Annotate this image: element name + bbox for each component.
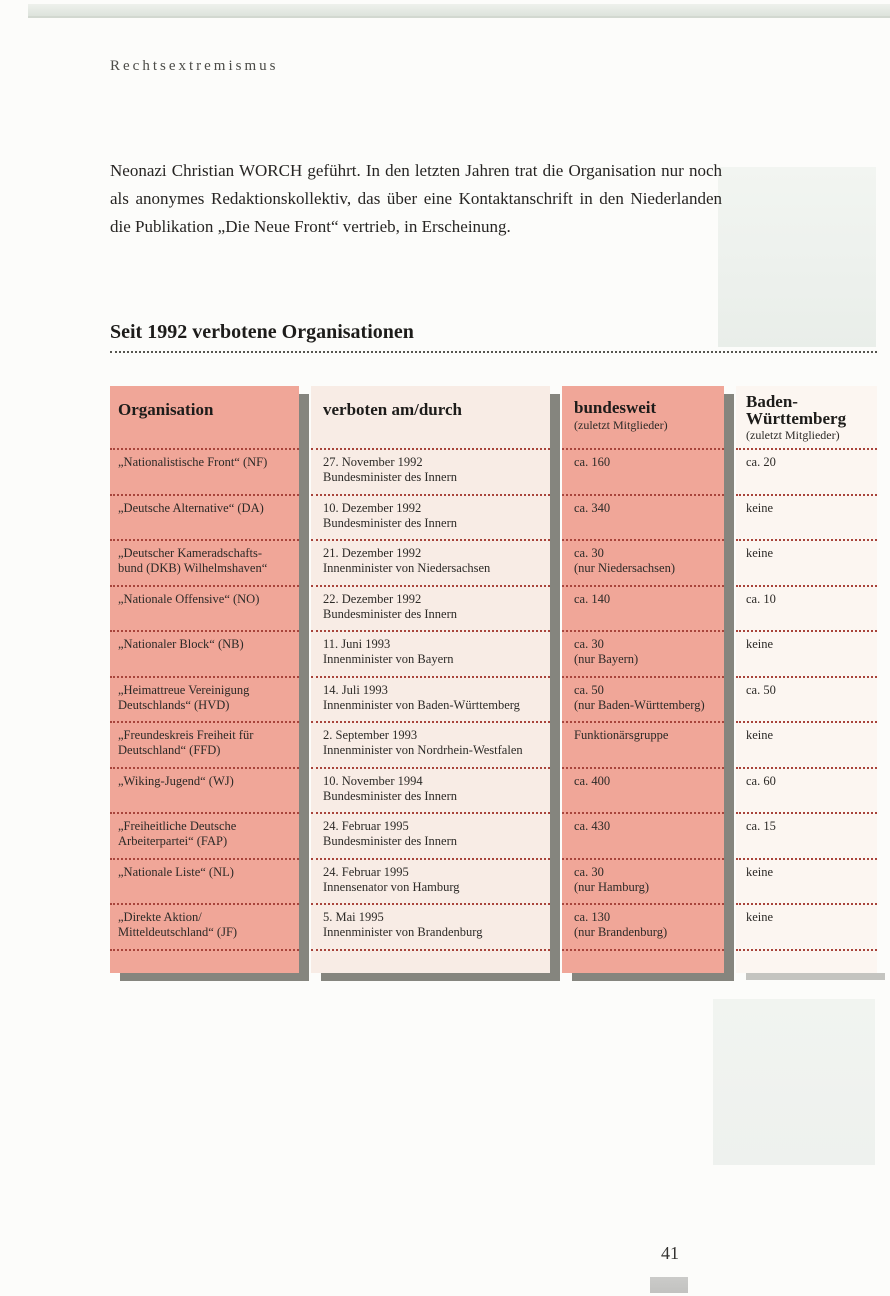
cell-line: Innenminister von Niedersachsen bbox=[323, 561, 491, 575]
table-cell-organisation bbox=[110, 769, 299, 815]
cell-line: Innenminister von Baden-Württemberg bbox=[323, 697, 520, 712]
cell-line: ca. 20 bbox=[746, 455, 776, 469]
table-cell-organisation bbox=[110, 450, 299, 496]
cell-line: „Freiheitliche Deutsche bbox=[118, 819, 237, 833]
column-header-organisation bbox=[110, 386, 299, 450]
table-cell-bundesweit bbox=[562, 541, 724, 587]
cell-line: „Heimattreue Vereinigung bbox=[118, 682, 250, 697]
table-cell-organisation bbox=[110, 723, 299, 769]
running-header: Rechtsextremismus bbox=[110, 58, 279, 74]
table-cell-organisation bbox=[110, 860, 299, 906]
table-cell-baden_wuerttemberg bbox=[736, 678, 877, 724]
column-title-line2: Württemberg bbox=[746, 409, 847, 428]
cell-line: ca. 430 bbox=[574, 819, 611, 833]
cell-line: keine bbox=[746, 910, 774, 924]
column-title: Organisation bbox=[118, 400, 214, 419]
table-cell-baden_wuerttemberg bbox=[736, 541, 877, 587]
footer-scan-mark bbox=[650, 1277, 688, 1293]
table-cell-organisation bbox=[110, 678, 299, 724]
cell-line: 24. Februar 1995 bbox=[323, 819, 409, 833]
cell-line: keine bbox=[746, 728, 774, 742]
cell-line: „Nationale Liste“ (NL) bbox=[118, 864, 234, 879]
cell-line: Deutschlands“ (HVD) bbox=[118, 697, 230, 712]
cell-line: Bundesminister des Innern bbox=[323, 606, 458, 621]
bleedthrough-block-top bbox=[718, 167, 876, 347]
cell-line: ca. 400 bbox=[574, 773, 611, 788]
cell-line: Funktionärsgruppe bbox=[574, 728, 669, 742]
table-cell-baden_wuerttemberg bbox=[736, 860, 877, 906]
column-bundesweit bbox=[562, 386, 724, 973]
cell-line: bund (DKB) Wilhelmshaven“ bbox=[118, 561, 268, 575]
cell-line: ca. 140 bbox=[574, 591, 611, 606]
column-subtitle: (zuletzt Mitglieder) bbox=[746, 428, 840, 442]
table-cell-verboten bbox=[311, 541, 550, 587]
table-cell-verboten bbox=[311, 496, 550, 542]
table-cell-verboten bbox=[311, 450, 550, 496]
table-cell-organisation bbox=[110, 496, 299, 542]
cell-line: „Nationalistische Front“ (NF) bbox=[118, 455, 268, 469]
cell-line: Innensenator von Hamburg bbox=[323, 879, 460, 894]
table-cell-baden_wuerttemberg bbox=[736, 632, 877, 678]
cell-line: Bundesminister des Innern bbox=[323, 788, 458, 803]
cell-line: (nur Hamburg) bbox=[574, 879, 650, 894]
section-heading: Seit 1992 verbotene Organisationen bbox=[110, 321, 414, 343]
cell-line: Bundesminister des Innern bbox=[323, 834, 458, 848]
cell-line: „Wiking-Jugend“ (WJ) bbox=[118, 773, 234, 788]
cell-line: keine bbox=[746, 637, 774, 651]
table-cell-baden_wuerttemberg bbox=[736, 496, 877, 542]
cell-line: „Nationaler Block“ (NB) bbox=[118, 637, 244, 651]
cell-line: ca. 30 bbox=[574, 864, 604, 879]
section-heading-dotted-rule bbox=[110, 351, 877, 353]
cell-line: (nur Bayern) bbox=[574, 652, 639, 666]
cell-line: ca. 10 bbox=[746, 591, 776, 606]
column-title: verboten am/durch bbox=[323, 400, 462, 419]
table-cell-verboten bbox=[311, 678, 550, 724]
cell-line: keine bbox=[746, 864, 774, 879]
scan-top-band bbox=[28, 4, 890, 18]
cell-line: keine bbox=[746, 500, 774, 515]
cell-line: „Nationale Offensive“ (NO) bbox=[118, 591, 260, 606]
cell-line: ca. 160 bbox=[574, 455, 611, 469]
cell-line: 14. Juli 1993 bbox=[323, 682, 388, 697]
table-cell-organisation bbox=[110, 905, 299, 951]
cell-line: Arbeiterpartei“ (FAP) bbox=[118, 834, 228, 848]
table-cell-organisation bbox=[110, 541, 299, 587]
table-cell-verboten bbox=[311, 587, 550, 633]
table-cell-bundesweit bbox=[562, 678, 724, 724]
page-number: 41 bbox=[661, 1243, 679, 1263]
table-cell-bundesweit bbox=[562, 632, 724, 678]
cell-line: ca. 15 bbox=[746, 819, 776, 833]
table-cell-organisation bbox=[110, 587, 299, 633]
column-header-baden-wuerttemberg bbox=[736, 386, 877, 450]
table-cell-baden_wuerttemberg bbox=[736, 587, 877, 633]
cell-line: 2. September 1993 bbox=[323, 728, 418, 742]
cell-line: ca. 50 bbox=[746, 682, 776, 697]
table-cell-bundesweit bbox=[562, 860, 724, 906]
cell-line: ca. 340 bbox=[574, 500, 611, 515]
intro-paragraph: Neonazi Christian WORCH geführt. In den letzten Jahren trat die Organisation nur noch als anonymes Redaktionskollektiv, das über eine Kontaktanschrift in den Niederlanden die Publikation „Die Neue Front“ vertrieb, in Erscheinung. bbox=[110, 161, 722, 236]
table-cell-verboten bbox=[311, 905, 550, 951]
cell-line: (nur Brandenburg) bbox=[574, 925, 668, 939]
cell-line: ca. 50 bbox=[574, 682, 604, 697]
column-title: bundesweit bbox=[574, 398, 657, 417]
table-cell-bundesweit bbox=[562, 723, 724, 769]
column-baden-wuerttemberg bbox=[736, 386, 877, 973]
table-cell-bundesweit bbox=[562, 450, 724, 496]
cell-line: 27. November 1992 bbox=[323, 455, 423, 469]
table-cell-verboten bbox=[311, 860, 550, 906]
table-cell-baden_wuerttemberg bbox=[736, 814, 877, 860]
cell-line: Innenminister von Brandenburg bbox=[323, 925, 483, 939]
cell-line: Mitteldeutschland“ (JF) bbox=[118, 925, 238, 939]
table-cell-organisation bbox=[110, 632, 299, 678]
cell-line: Innenminister von Nordrhein-Westfalen bbox=[323, 743, 523, 757]
cell-line: (nur Niedersachsen) bbox=[574, 561, 675, 575]
table-cell-bundesweit bbox=[562, 587, 724, 633]
cell-line: ca. 60 bbox=[746, 773, 776, 788]
cell-line: 10. Dezember 1992 bbox=[323, 500, 422, 515]
cell-line: „Deutscher Kameradschafts- bbox=[118, 546, 263, 560]
column-subtitle: (zuletzt Mitglieder) bbox=[574, 418, 668, 432]
cell-line: Bundesminister des Innern bbox=[323, 470, 458, 484]
table-cell-verboten bbox=[311, 632, 550, 678]
bleedthrough-block-bottom bbox=[713, 999, 875, 1165]
cell-line: 10. November 1994 bbox=[323, 773, 423, 788]
cell-line: „Direkte Aktion/ bbox=[118, 910, 202, 924]
cell-line: ca. 30 bbox=[574, 546, 604, 560]
table-cell-bundesweit bbox=[562, 769, 724, 815]
cell-line: keine bbox=[746, 546, 774, 560]
cell-line: Innenminister von Bayern bbox=[323, 652, 454, 666]
cell-line: ca. 130 bbox=[574, 910, 611, 924]
table-cell-baden_wuerttemberg bbox=[736, 769, 877, 815]
cell-line: 22. Dezember 1992 bbox=[323, 591, 422, 606]
cell-line: ca. 30 bbox=[574, 637, 604, 651]
cell-line: (nur Baden-Württemberg) bbox=[574, 697, 705, 712]
table-cell-verboten bbox=[311, 723, 550, 769]
table-cell-verboten bbox=[311, 769, 550, 815]
table-cell-baden_wuerttemberg bbox=[736, 450, 877, 496]
cell-line: 24. Februar 1995 bbox=[323, 864, 409, 879]
column-organisation bbox=[110, 386, 299, 973]
cell-line: „Deutsche Alternative“ (DA) bbox=[118, 500, 264, 515]
cell-line: „Freundeskreis Freiheit für bbox=[118, 728, 254, 742]
column-header-verboten bbox=[311, 386, 550, 450]
cell-line: 5. Mai 1995 bbox=[323, 910, 384, 924]
table-cell-bundesweit bbox=[562, 496, 724, 542]
column-title-line1: Baden- bbox=[746, 392, 798, 411]
table-cell-bundesweit bbox=[562, 814, 724, 860]
table-cell-verboten bbox=[311, 814, 550, 860]
cell-line: 21. Dezember 1992 bbox=[323, 546, 422, 560]
column-verboten-am-durch bbox=[311, 386, 550, 973]
table-cell-baden_wuerttemberg bbox=[736, 905, 877, 951]
cell-line: 11. Juni 1993 bbox=[323, 637, 391, 651]
cell-line: Bundesminister des Innern bbox=[323, 515, 458, 530]
table-cell-baden_wuerttemberg bbox=[736, 723, 877, 769]
table-cell-bundesweit bbox=[562, 905, 724, 951]
table-cell-organisation bbox=[110, 814, 299, 860]
cell-line: Deutschland“ (FFD) bbox=[118, 743, 221, 757]
column-header-bundesweit bbox=[562, 386, 724, 450]
